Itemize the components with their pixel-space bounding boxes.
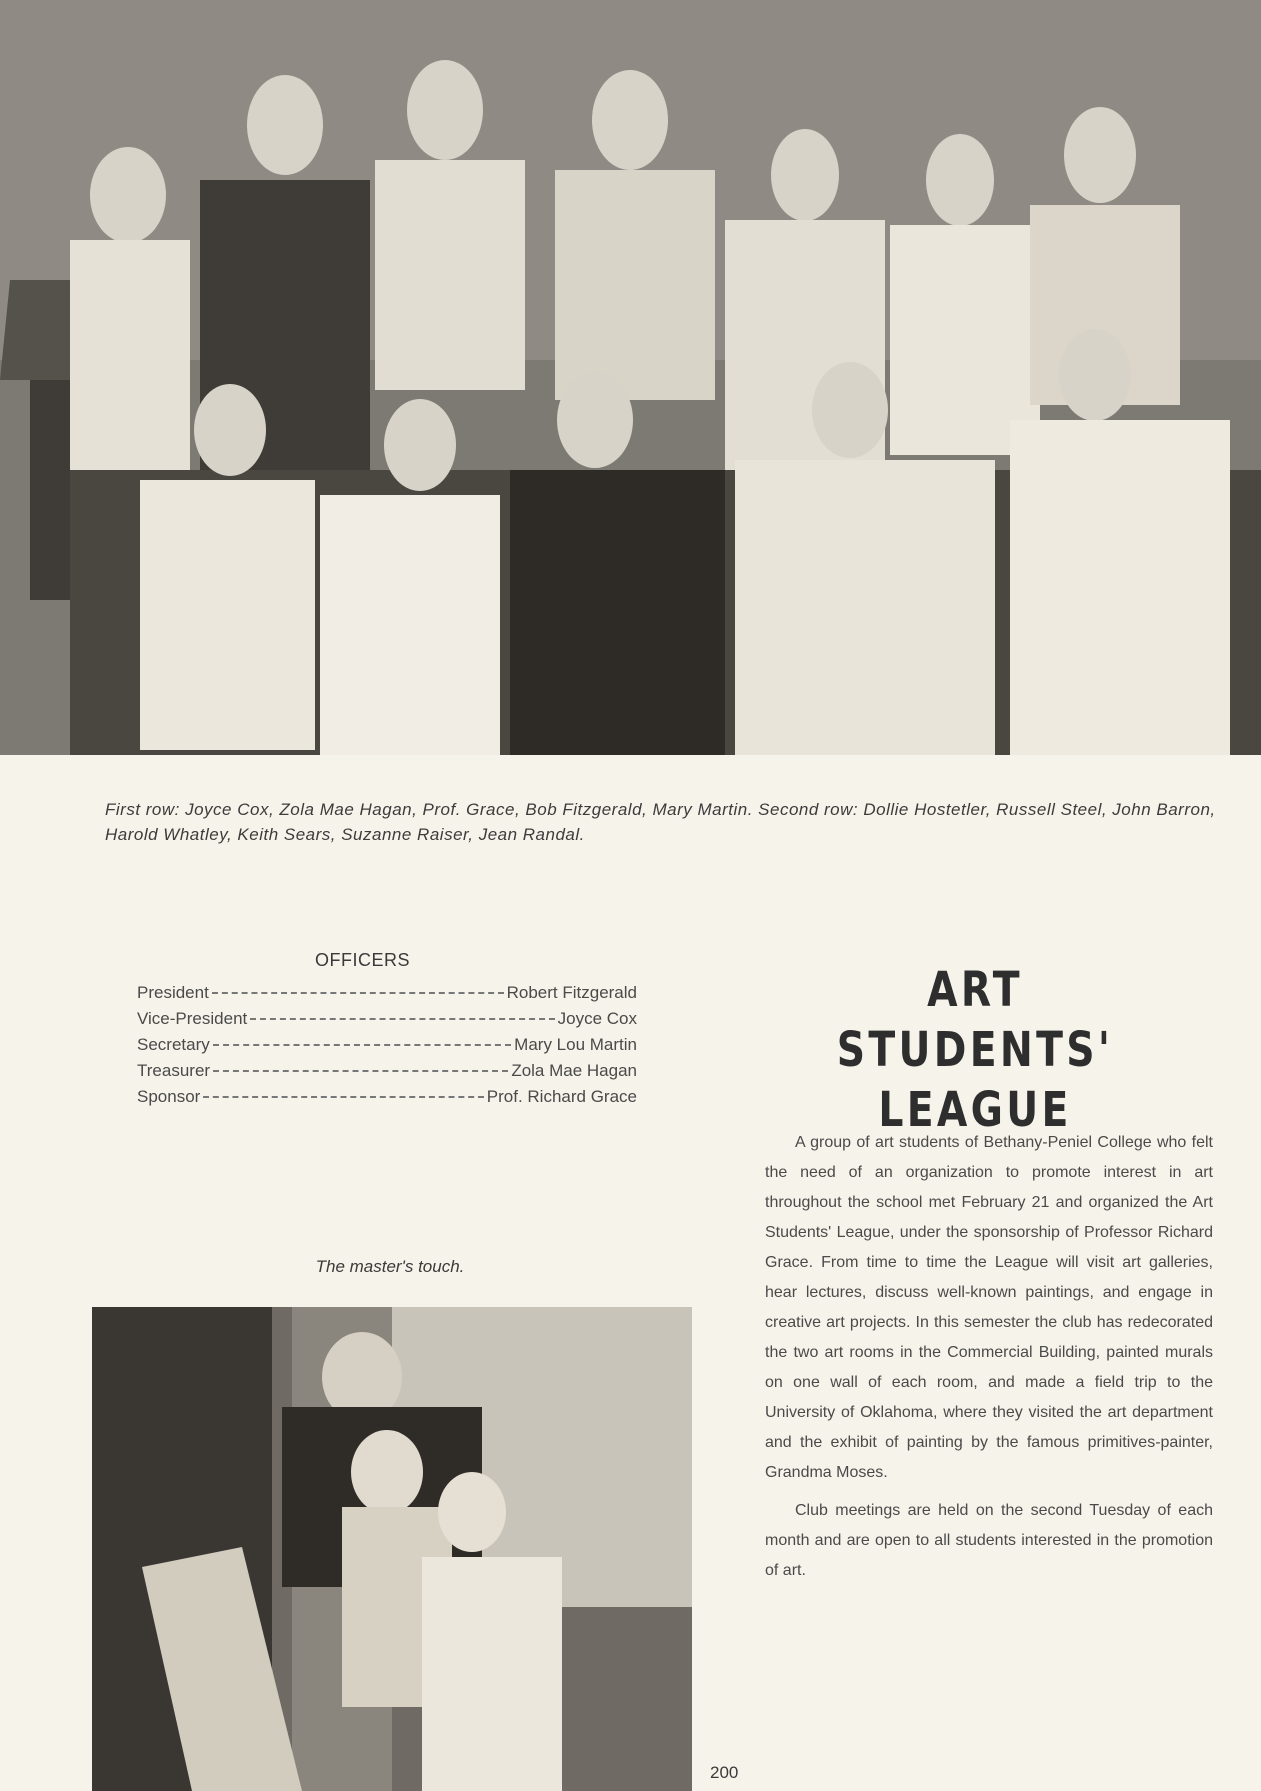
article-body bbox=[765, 1128, 1213, 1594]
page-number: 200 bbox=[710, 1763, 739, 1782]
officer-row bbox=[137, 1061, 637, 1087]
page-title-line2: LEAGUE bbox=[878, 1082, 1072, 1138]
officer-role: President bbox=[137, 983, 209, 1002]
officer-name: Zola Mae Hagan bbox=[511, 1061, 637, 1080]
officers-title: OFFICERS bbox=[315, 950, 411, 970]
masters-touch-illustration bbox=[92, 1307, 692, 1791]
officer-role: Treasurer bbox=[137, 1061, 211, 1080]
page-title-line1: ART STUDENTS' bbox=[836, 962, 1114, 1078]
officers-list bbox=[137, 983, 637, 1113]
group-photo-illustration bbox=[0, 0, 1261, 755]
officer-row bbox=[137, 1035, 637, 1061]
leader-dots bbox=[212, 992, 504, 994]
officer-name: Prof. Richard Grace bbox=[486, 1087, 637, 1106]
officer-name: Joyce Cox bbox=[557, 1009, 637, 1028]
leader-dots bbox=[203, 1096, 483, 1098]
officer-role: Secretary bbox=[137, 1035, 210, 1054]
officer-row bbox=[137, 983, 637, 1009]
leader-dots bbox=[213, 1044, 511, 1046]
officer-row bbox=[137, 1009, 637, 1035]
officer-role: Sponsor bbox=[137, 1087, 201, 1106]
officer-row bbox=[137, 1087, 637, 1113]
leader-dots bbox=[213, 1070, 508, 1072]
officer-name: Mary Lou Martin bbox=[514, 1035, 637, 1054]
article-paragraph: Club meetings are held on the second Tuesday of each month and are open to all students interested in the promotion of art. bbox=[765, 1502, 1213, 1579]
group-photo bbox=[0, 0, 1261, 755]
bottom-photo-caption: The master's touch. bbox=[315, 1257, 465, 1276]
group-photo-caption: First row: Joyce Cox, Zola Mae Hagan, Prof. Grace, Bob Fitzgerald, Mary Martin. Second row: Dollie Hostetler, Russell Steel, John Barron, Harold Whatley, Keith Sears, Suzanne Raiser, Jean Randal. bbox=[105, 800, 1216, 844]
leader-dots bbox=[250, 1018, 554, 1020]
masters-touch-photo bbox=[92, 1307, 692, 1791]
article-paragraph: A group of art students of Bethany-Peniel College who felt the need of an organization to promote interest in art throughout the school met February 21 and organized the Art Students' League, under the sponsorship of Professor Richard Grace. From time to time the League will visit art galleries, hear lectures, discuss well-known paintings, and engage in creative art projects. In this semester the club has redecorated the two art rooms in the Commercial Building, painted murals on one wall of each room, and made a field trip to the University of Oklahoma, where they visited the art department and the exhibit of painting by the famous primitives-painter, Grandma Moses. bbox=[765, 1134, 1213, 1481]
officer-name: Robert Fitzgerald bbox=[506, 983, 637, 1002]
officer-role: Vice-President bbox=[137, 1009, 248, 1028]
page-title bbox=[832, 960, 1119, 1140]
